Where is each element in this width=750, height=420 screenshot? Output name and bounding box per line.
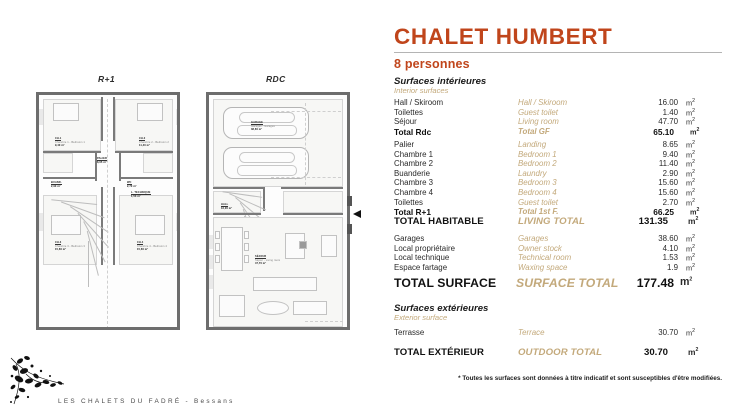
row-label-fr: Buanderie <box>394 168 430 178</box>
row-label-en: Living room <box>518 117 559 127</box>
plan-label-bedroom3: CH.3 Chambre 3 - Bedroom 3 15,60 m² <box>55 241 85 251</box>
table-row-outdoor-total <box>394 347 724 360</box>
row-label-fr: Total Rdc <box>394 126 432 137</box>
row-unit: $m^2$ <box>688 347 699 357</box>
table-total-surface <box>394 276 724 292</box>
row-label-en: Total 1st F. <box>518 207 559 217</box>
plan-caption-ground-floor: RDC <box>266 74 286 84</box>
table-row <box>394 188 724 198</box>
row-value: 30.70 <box>658 328 678 337</box>
row-value: 38.60 <box>658 234 678 243</box>
row-value: 4.10 <box>662 243 678 253</box>
capacity-label: 8 personnes <box>394 57 470 71</box>
table-row <box>394 150 724 160</box>
plan-label-hall: HALL 16,00 m² <box>221 203 233 210</box>
row-label-en: Guest toilet <box>518 107 558 117</box>
row-label-fr: Chambre 3 <box>394 178 434 188</box>
table-first-floor <box>394 140 724 217</box>
row-unit: $m^2$ <box>686 234 695 244</box>
row-unit: $m^2$ <box>686 187 695 198</box>
row-unit: $m^2$ <box>686 168 695 179</box>
row-label-fr: Palier <box>394 140 415 149</box>
row-unit: $m^2$ <box>686 243 695 254</box>
table-row <box>394 108 724 118</box>
row-label-en: LIVING TOTAL <box>518 216 585 227</box>
row-label-fr: Local propriétaire <box>394 243 455 253</box>
row-value: 1.9 <box>667 262 678 272</box>
row-label-en: Bedroom 3 <box>518 178 557 188</box>
row-value: 16.00 <box>658 98 678 107</box>
plan-label-bedroom2: CH.2 Chambre 2 - Bedroom 2 11,40 m² <box>139 137 169 147</box>
row-value: 11.40 <box>658 159 678 169</box>
row-label-fr: Chambre 2 <box>394 159 434 169</box>
row-unit: $m^2$ <box>680 276 693 288</box>
row-value: 9.40 <box>662 149 678 159</box>
plan-label-technical-room: L. TECHNIQUE 1,53 m² <box>131 191 151 198</box>
row-value: 47.70 <box>658 117 678 127</box>
table-living-total <box>394 216 724 229</box>
row-value: 30.70 <box>643 347 668 358</box>
row-unit: $m^2$ <box>688 216 699 226</box>
brand-footer: LES CHALETS DU FADRÉ - Bessans <box>58 398 235 405</box>
row-label-fr: Toilettes <box>394 197 423 207</box>
row-label-en: Landing <box>518 140 547 149</box>
row-label-en: Bedroom 1 <box>518 149 557 159</box>
row-unit: $m^2$ <box>686 149 695 160</box>
row-label-en: Hall / Skiroom <box>518 98 568 107</box>
table-row-grand-total <box>394 276 724 292</box>
row-unit: $m^2$ <box>686 140 695 150</box>
section-exterior-title-fr: Surfaces extérieures <box>394 303 489 314</box>
floor-plan-upper <box>36 92 180 330</box>
table-row <box>394 178 724 188</box>
table-row <box>394 140 724 150</box>
row-label-fr: Local technique <box>394 253 450 263</box>
row-value: 1.40 <box>662 107 678 117</box>
row-label-fr: Terrasse <box>394 328 425 337</box>
row-unit: $m^2$ <box>686 262 695 273</box>
row-label-en: Total GF <box>518 126 550 136</box>
row-value: 177.48 <box>636 276 674 290</box>
table-row <box>394 253 724 263</box>
plan-caption-upper-floor: R+1 <box>98 74 116 84</box>
plan-label-laundry: BUAND. 2,90 m² <box>51 181 62 188</box>
row-label-fr: Séjour <box>394 117 417 127</box>
row-unit: $m^2$ <box>686 159 695 169</box>
row-label-en: Garages <box>518 234 549 243</box>
row-label-fr: Espace fartage <box>394 262 448 272</box>
row-label-fr: TOTAL HABITABLE <box>394 216 484 227</box>
table-row <box>394 117 724 127</box>
row-label-en: Waxing space <box>518 262 568 272</box>
row-label-en: Technical room <box>518 253 572 263</box>
section-exterior-title-en: Exterior surface <box>394 313 448 322</box>
row-value: 8.65 <box>662 140 678 149</box>
table-row <box>394 263 724 273</box>
row-unit: $m^2$ <box>686 328 695 338</box>
table-row <box>394 98 724 108</box>
row-unit: $m^2$ <box>686 253 695 263</box>
table-exterior <box>394 328 724 338</box>
row-unit: $m^2$ <box>690 207 700 217</box>
row-value: 2.70 <box>662 197 678 207</box>
row-label-fr: Toilettes <box>394 107 423 117</box>
table-annexes <box>394 234 724 272</box>
row-value: 1.53 <box>662 253 678 263</box>
table-row-total <box>394 127 724 137</box>
row-unit: $m^2$ <box>686 107 695 118</box>
plan-label-living: SÉJOUR Séjour - Living room 47,70 m² <box>255 255 281 265</box>
row-label-fr: Hall / Skiroom <box>394 98 444 107</box>
row-unit: $m^2$ <box>686 117 695 127</box>
row-label-en: Owner stock <box>518 243 562 253</box>
table-row-living-total <box>394 216 724 229</box>
row-value: 15.60 <box>658 187 678 197</box>
row-value: 65.10 <box>653 126 674 137</box>
row-value: 15.60 <box>658 178 678 188</box>
row-label-fr: Chambre 1 <box>394 149 434 159</box>
row-label-en: Bedroom 4 <box>518 187 557 197</box>
row-label-en: Guest toilet <box>518 197 558 207</box>
plan-label-garage: GARAGE Garages - Garages 38,60 m² <box>251 121 275 131</box>
table-ground-floor <box>394 98 724 136</box>
page-title: CHALET HUMBERT <box>394 24 613 49</box>
row-unit: $m^2$ <box>686 178 695 188</box>
row-label-fr: Chambre 4 <box>394 187 434 197</box>
footnote-line-1: * Toutes les surfaces sont données à titre indicatif et sont susceptibles <box>458 375 671 382</box>
table-row <box>394 328 724 338</box>
table-row <box>394 234 724 244</box>
footnote <box>404 374 722 384</box>
row-label-en: SURFACE TOTAL <box>516 276 619 290</box>
surface-spec-panel <box>392 0 732 420</box>
table-row <box>394 244 724 254</box>
row-value: 66.25 <box>653 207 674 218</box>
row-unit: $m^2$ <box>686 197 695 207</box>
plan-label-bedroom1: CH.1 Chambre 1 - Bedroom 1 9,40 m² <box>55 137 85 147</box>
plan-label-wc: WC 2,70 m² <box>127 181 137 188</box>
section-interior-title-en: Interior surfaces <box>394 86 449 95</box>
section-interior-title-fr: Surfaces intérieures <box>394 76 487 87</box>
row-label-en: OUTDOOR TOTAL <box>518 347 603 358</box>
entry-direction-marker <box>353 210 361 218</box>
table-row <box>394 169 724 179</box>
row-label-fr: Garages <box>394 234 425 243</box>
plan-label-landing: PALIER 8,65 m² <box>97 157 107 164</box>
row-unit: $m^2$ <box>686 98 695 108</box>
plan-label-bedroom4: CH.4 Chambre 4 - Bedroom 4 15,60 m² <box>137 241 167 251</box>
row-label-fr: Total R+1 <box>394 207 431 218</box>
row-value: 131.35 <box>638 216 668 227</box>
row-value: 2.90 <box>662 168 678 178</box>
entry-marker-bar-bottom <box>347 224 352 234</box>
table-outdoor-total <box>394 347 724 360</box>
table-row <box>394 159 724 169</box>
row-label-fr: TOTAL EXTÉRIEUR <box>394 347 484 358</box>
row-label-en: Laundry <box>518 168 547 178</box>
row-label-en: Terrace <box>518 328 545 337</box>
footnote-line-2: d'être modifiées. <box>672 375 722 382</box>
table-row <box>394 198 724 208</box>
title-divider <box>394 52 722 53</box>
row-unit: $m^2$ <box>690 126 700 137</box>
row-label-en: Bedroom 2 <box>518 159 557 169</box>
row-label-fr: TOTAL SURFACE <box>394 276 497 290</box>
entry-marker-bar-top <box>347 196 352 206</box>
floor-plan-ground <box>206 92 350 330</box>
